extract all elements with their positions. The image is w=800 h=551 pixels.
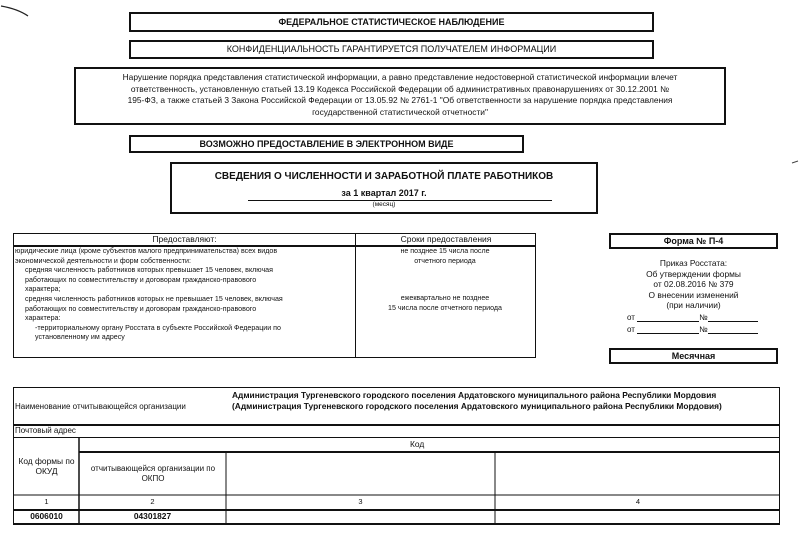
order-line: О внесении изменений bbox=[648, 289, 739, 300]
periodicity-box bbox=[609, 348, 778, 364]
row-divider bbox=[14, 424, 779, 426]
deadline-line: 15 числа после отчетного периода bbox=[388, 303, 502, 312]
ot-label: от bbox=[627, 313, 635, 322]
submitters-text bbox=[15, 247, 353, 343]
okpo-code-value: 04301827 bbox=[133, 511, 172, 521]
legal-warning-box bbox=[74, 67, 726, 125]
submitters-line: экономической деятельности и форм собственности: bbox=[15, 256, 191, 265]
submitters-header: Предоставляют: bbox=[14, 234, 355, 247]
submitters-line: характера; bbox=[25, 285, 61, 294]
deadline-line: отчетного периода bbox=[414, 256, 476, 265]
column-number: 1 bbox=[44, 497, 49, 506]
submitters-line: юридические лица (кроме субъектов малого предпринимательства) всех видов bbox=[15, 247, 278, 255]
report-title-box bbox=[170, 162, 598, 214]
no-label: № bbox=[699, 313, 708, 322]
no-label: № bbox=[699, 325, 708, 334]
column-number: 2 bbox=[150, 497, 155, 506]
order-line: от 02.08.2016 № 379 bbox=[653, 279, 734, 289]
federal-observation-text: ФЕДЕРАЛЬНОЕ СТАТИСТИЧЕСКОЕ НАБЛЮДЕНИЕ bbox=[278, 17, 505, 27]
org-name-value: Администрация Тургеневского городского поселения Ардатовского муниципального района Республики Мордовия (Администрация Тургеневского городского поселения Ардатовского муниципального района Республики Мордовия) bbox=[232, 390, 722, 411]
electronic-submission-header bbox=[129, 135, 524, 153]
postal-address-label: Почтовый адрес bbox=[15, 426, 76, 435]
column-number: 3 bbox=[358, 497, 363, 506]
warning-line: Нарушение порядка представления статистической информации, а равно представление недостоверной статистической информации влечет bbox=[122, 72, 678, 82]
deadlines-header: Сроки предоставления bbox=[355, 234, 536, 247]
order-line: Об утверждении формы bbox=[646, 268, 741, 279]
confidentiality-header bbox=[129, 40, 654, 59]
pen-mark-icon bbox=[790, 158, 800, 166]
deadlines-text bbox=[355, 247, 535, 313]
code-header: Код bbox=[410, 439, 425, 449]
submitters-line: средняя численность работников которых не превышает 15 человек, включая bbox=[25, 294, 283, 303]
code-col3-field[interactable] bbox=[226, 511, 495, 524]
org-name-label: Наименование отчитывающейся организации bbox=[15, 402, 186, 411]
submitters-table bbox=[13, 233, 536, 358]
amendment-number-field[interactable] bbox=[708, 313, 758, 322]
submitters-line: работающих по совместительству и договорам гражданско-правового bbox=[25, 304, 257, 313]
organization-table bbox=[13, 387, 780, 525]
form-number: Форма № П-4 bbox=[663, 236, 724, 246]
order-line: (при наличии) bbox=[666, 300, 721, 310]
warning-line: государственной статистической отчетности" bbox=[312, 106, 488, 117]
amendment-date-field[interactable] bbox=[637, 313, 699, 322]
submitters-line: характера: bbox=[25, 314, 61, 323]
ot-label: от bbox=[627, 325, 635, 334]
column-number: 4 bbox=[635, 497, 641, 506]
order-info bbox=[609, 258, 778, 311]
submitters-line: средняя численность работников которых превышает 15 человек, включая bbox=[25, 266, 273, 275]
periodicity: Месячная bbox=[671, 351, 716, 361]
code-col4-field[interactable] bbox=[495, 511, 781, 524]
order-line: Приказ Росстата: bbox=[659, 258, 728, 268]
warning-line: ответственность, установленную статьей 13.19 Кодекса Российской Федерации об административных правонарушениях от 30.12.2001 № bbox=[130, 83, 670, 94]
okud-code-value: 0606010 bbox=[30, 511, 63, 521]
amendment-line-1 bbox=[627, 313, 758, 322]
okud-header: Код формы по ОКУД bbox=[18, 456, 75, 476]
electronic-text: ВОЗМОЖНО ПРЕДОСТАВЛЕНИЕ В ЭЛЕКТРОННОМ ВИДЕ bbox=[199, 139, 454, 149]
amendment-line-2 bbox=[627, 325, 758, 334]
submitters-line: -территориальному органу Росстата в субъекте Российской Федерации по bbox=[35, 323, 281, 332]
federal-observation-header bbox=[129, 12, 654, 32]
deadline-line: не позднее 15 числа после bbox=[400, 247, 490, 255]
period-hint: (месяц) bbox=[372, 201, 396, 208]
amendment-number-field[interactable] bbox=[708, 325, 758, 334]
form-number-box bbox=[609, 233, 778, 249]
amendment-date-field[interactable] bbox=[637, 325, 699, 334]
confidentiality-text: КОНФИДЕНЦИАЛЬНОСТЬ ГАРАНТИРУЕТСЯ ПОЛУЧАТЕЛЕМ ИНФОРМАЦИИ bbox=[226, 44, 557, 54]
deadline-line: ежеквартально не позднее bbox=[400, 294, 490, 303]
warning-line: 195-ФЗ, а также статьей 3 Закона Российской Федерации от 13.05.92 № 2761-1 "Об ответственности за нарушение порядка представления bbox=[127, 95, 673, 105]
pen-mark-icon bbox=[0, 4, 32, 18]
report-period: за 1 квартал 2017 г. bbox=[341, 188, 427, 198]
report-title: СВЕДЕНИЯ О ЧИСЛЕННОСТИ И ЗАРАБОТНОЙ ПЛАТЕ РАБОТНИКОВ bbox=[214, 171, 554, 182]
okpo-header: отчитывающейся организации по ОКПО bbox=[90, 464, 216, 483]
submitters-line: работающих по совместительству и договорам гражданско-правового bbox=[25, 275, 257, 284]
submitters-line: установленному им адресу bbox=[35, 333, 125, 342]
